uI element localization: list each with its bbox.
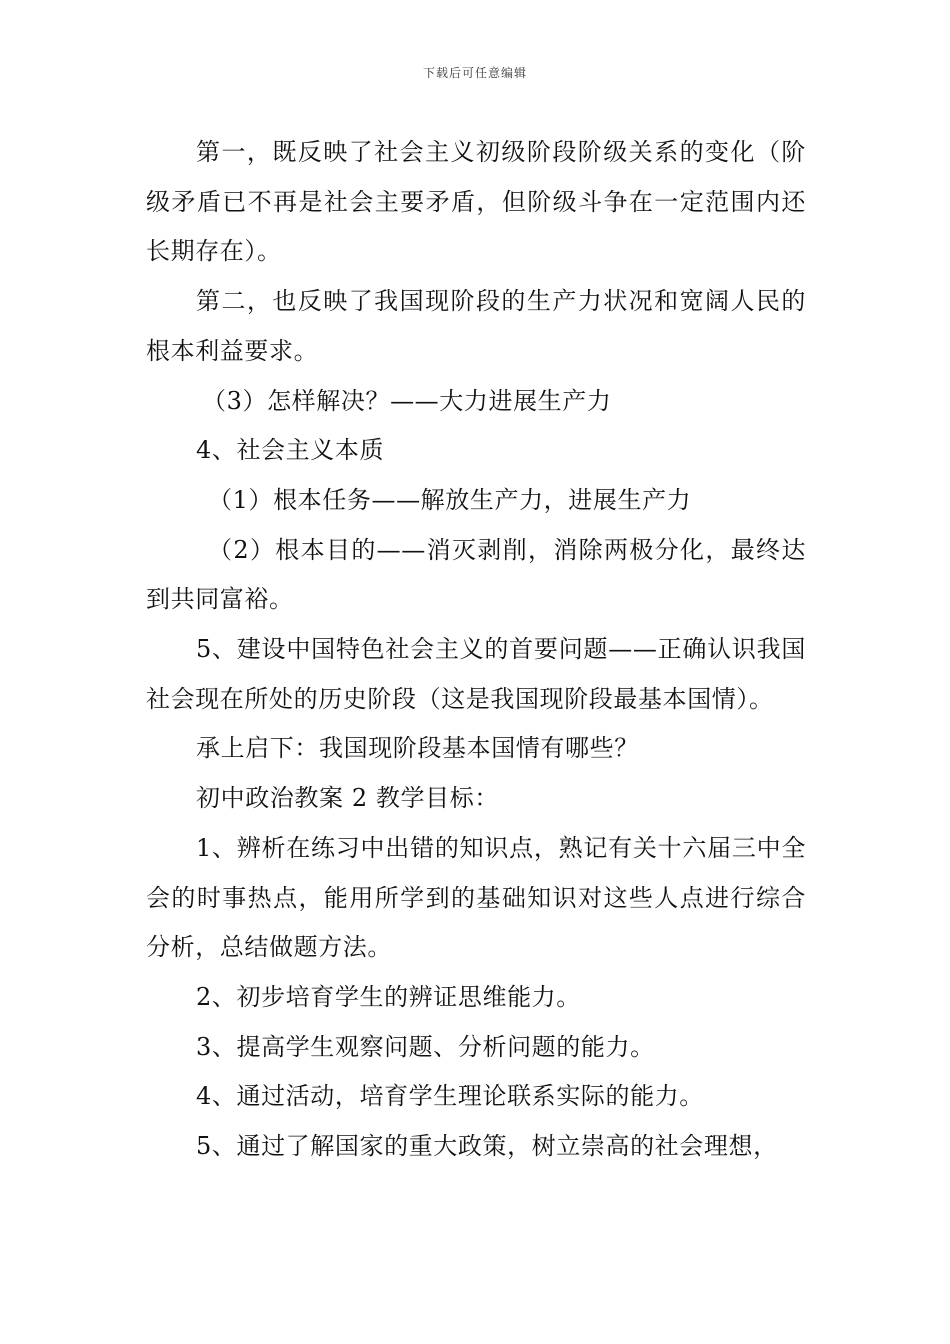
objective-1: 1、辨析在练习中出错的知识点，熟记有关十六届三中全会的时事热点，能用所学到的基础知识对这些人点进行综合分析，总结做题方法。 [146, 833, 806, 962]
paragraph-primary-issue: 5、建设中国特色社会主义的首要问题——正确认识我国社会现在所处的历史阶段（这是我国现阶段最基本国情）。 [146, 635, 806, 713]
document-body [146, 128, 806, 1172]
paragraph-second-point: 第二，也反映了我国现阶段的生产力状况和宽阔人民的根本利益要求。 [146, 287, 806, 365]
page-header: 下载后可任意编辑 [422, 66, 527, 80]
heading-lesson-plan-2: 初中政治教案 2 教学目标： [196, 784, 499, 813]
objective-2: 2、初步培育学生的辨证思维能力。 [196, 982, 581, 1011]
paragraph-transition: 承上启下：我国现阶段基本国情有哪些？ [196, 734, 639, 763]
paragraph-fundamental-task: （1）根本任务——解放生产力，进展生产力 [208, 485, 692, 514]
objective-3: 3、提高学生观察问题、分析问题的能力。 [196, 1032, 655, 1061]
paragraph-how-to-solve: （3）怎样解决？——大力进展生产力 [202, 386, 612, 415]
paragraph-fundamental-goal: （2）根本目的——消灭剥削，消除两极分化，最终达到共同富裕。 [146, 535, 806, 614]
objective-4: 4、通过活动，培育学生理论联系实际的能力。 [196, 1082, 704, 1111]
heading-socialism-essence: 4、社会主义本质 [196, 436, 385, 465]
objective-5: 5、通过了解国家的重大政策，树立崇高的社会理想， [196, 1132, 778, 1161]
paragraph-first-point: 第一，既反映了社会主义初级阶段阶级关系的变化（阶级矛盾已不再是社会主要矛盾，但阶级斗争在一定范围内还长期存在）。 [146, 138, 806, 266]
